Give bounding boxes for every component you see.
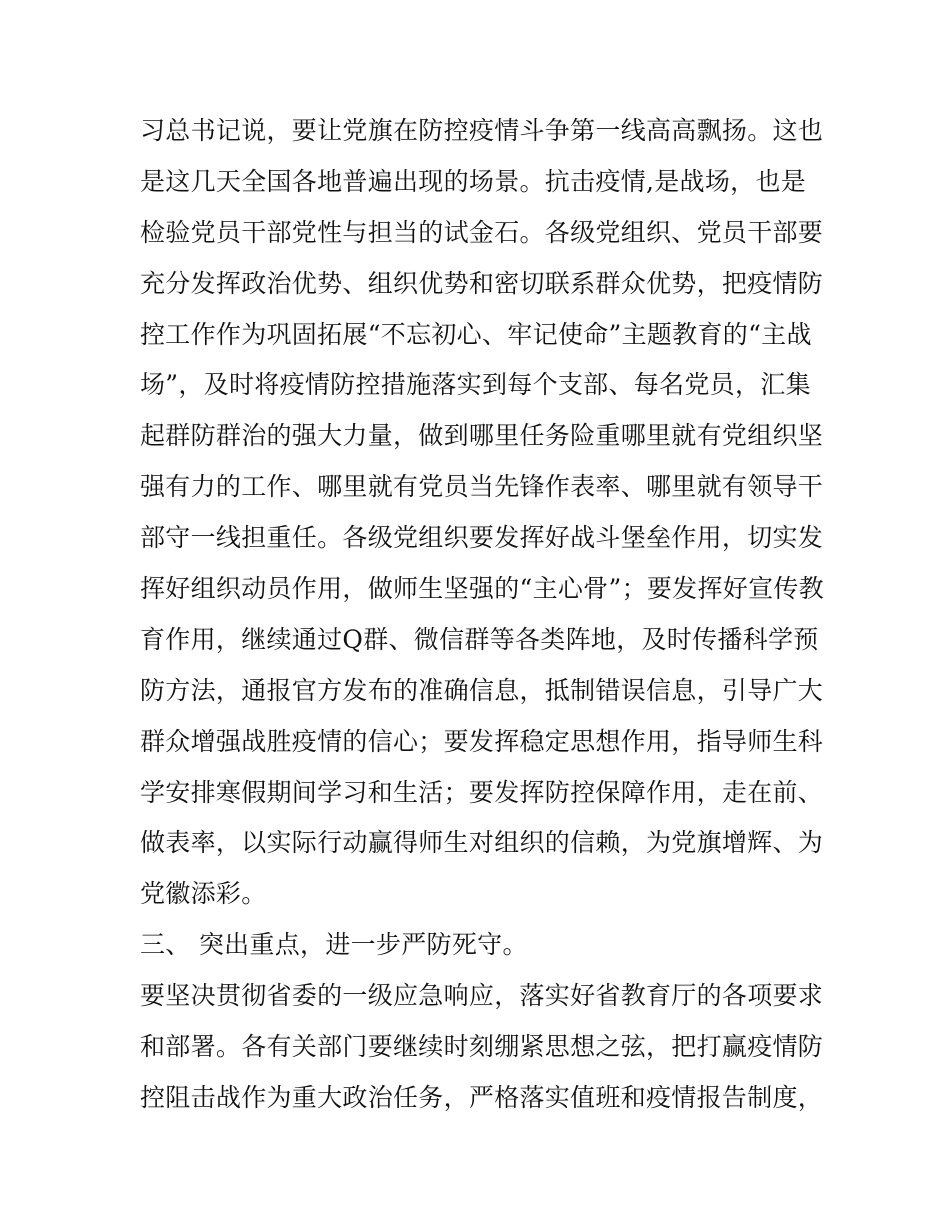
- paragraph-line: 和部署。各有关部门要继续时刻绷紧思想之弦，把打赢疫情防: [140, 1032, 824, 1062]
- paragraph-line: 是这几天全国各地普遍出现的场景。抗击疫情,是战场，也是: [140, 166, 807, 196]
- paragraph-line: 充分发挥政治优势、组织优势和密切联系群众优势，把疫情防: [140, 268, 824, 298]
- paragraph-line: 部守一线担重任。各级党组织要发挥好战斗堡垒作用，切实发: [140, 523, 824, 553]
- paragraph-line: 检验党员干部党性与担当的试金石。各级党组织、党员干部要: [140, 217, 824, 247]
- paragraph-line: 育作用，继续通过Q群、微信群等各类阵地，及时传播科学预: [140, 624, 819, 654]
- section-heading: 三、 突出重点，进一步严防死守。: [140, 930, 528, 960]
- paragraph-line: 习总书记说，要让党旗在防控疫情斗争第一线高高飘扬。这也: [140, 116, 824, 145]
- paragraph-line: 学安排寒假期间学习和生活；要发挥防控保障作用，走在前、: [140, 777, 824, 807]
- body-text: [140, 106, 830, 1124]
- paragraph-line: 控阻击战作为重大政治任务，严格落实值班和疫情报告制度，: [140, 1082, 824, 1112]
- paragraph-line: 群众增强战胜疫情的信心；要发挥稳定思想作用，指导师生科: [140, 726, 824, 756]
- paragraph-line: 场”，及时将疫情防控措施落实到每个支部、每名党员，汇集: [140, 370, 811, 400]
- paragraph-line: 做表率，以实际行动赢得师生对组织的信赖，为党旗增辉、为: [140, 828, 824, 858]
- paragraph-line: 防方法，通报官方发布的准确信息，抵制错误信息，引导广大: [140, 675, 824, 705]
- paragraph-line: 挥好组织动员作用，做师生坚强的“主心骨”；要发挥好宣传教: [140, 574, 824, 604]
- paragraph-line: 起群防群治的强大力量，做到哪里任务险重哪里就有党组织坚: [140, 421, 824, 451]
- paragraph-line: 强有力的工作、哪里就有党员当先锋作表率、哪里就有领导干: [140, 472, 824, 502]
- paragraph-line: 要坚决贯彻省委的一级应急响应，落实好省教育厅的各项要求: [140, 981, 824, 1011]
- paragraph-line: 控工作作为巩固拓展“不忘初心、牢记使命”主题教育的“主战: [140, 319, 812, 349]
- paragraph-line: 党徽添彩。: [140, 879, 267, 909]
